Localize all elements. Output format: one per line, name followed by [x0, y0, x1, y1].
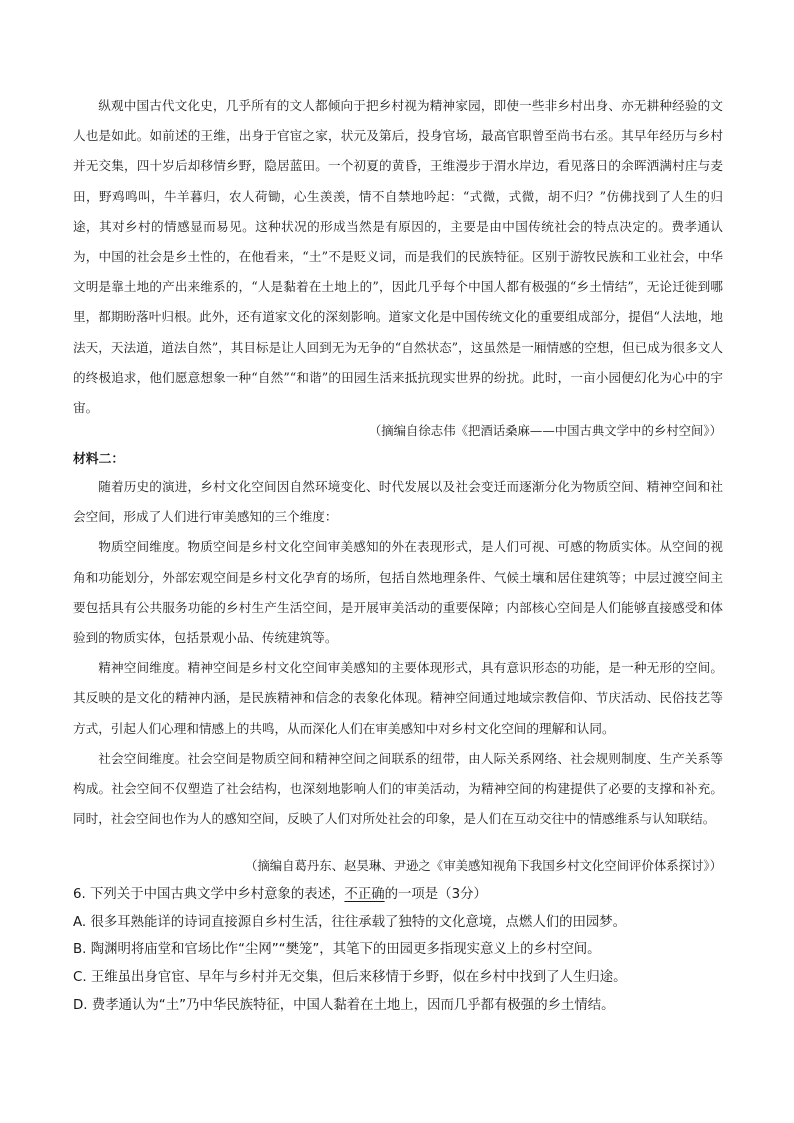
- material2-heading: 材料二：: [73, 452, 125, 467]
- question6-option-d: D. 费孝通认为“土”乃中华民族特征，中国人黏着在土地上，因而几乎都有极强的乡土情结。: [73, 998, 615, 1013]
- question6-stem: [73, 884, 733, 906]
- material1-source: （摘编自徐志伟《把酒话桑麻——中国古典文学中的乡村空间》）: [368, 423, 722, 438]
- material2-social-space-paragraph: 社会空间维度。社会空间是物质空间和精神空间之间联系的纽带，由人际关系网络、社会规则制度、生产关系等构成。社会空间不仅塑造了社会结构，也深刻地影响人们的审美活动，为精神空间的构建提供了必要的支撑和补充。同时，社会空间也作为人的感知空间，反映了人们对所处社会的印象，是人们在互动交往中的情感维系与认知联结。: [73, 750, 723, 827]
- material1-block: [73, 91, 723, 423]
- question6-stem-before: 6. 下列关于中国古典文学中乡村意象的表述，: [73, 887, 345, 902]
- material2-block: [73, 472, 723, 834]
- question6-stem-after: 的一项是（3分）: [384, 887, 487, 902]
- material2-source: （摘编自葛丹东、赵昊琳、尹逊之《审美感知视角下我国乡村文化空间评价体系探讨》）: [244, 858, 722, 873]
- material2-physical-space-paragraph: 物质空间维度。物质空间是乡村文化空间审美感知的外在表现形式，是人们可视、可感的物质实体。从空间的视角和功能划分，外部宏观空间是乡村文化孕育的场所，包括自然地理条件、气候土壤和居住建筑等；中层过渡空间主要包括具有公共服务功能的乡村生产生活空间，是开展审美活动的重要保障；内部核心空间是人们能够直接感受和体验到的物质实体，包括景观小品、传统建筑等。: [73, 539, 723, 646]
- material2-spiritual-space-paragraph: 精神空间维度。精神空间是乡村文化空间审美感知的主要体现形式，具有意识形态的功能，是一种无形的空间。其反映的是文化的精神内涵，是民族精神和信念的表象化体现。精神空间通过地域宗教信仰、节庆活动、民俗技艺等方式，引起人们心理和情感上的共鸣，从而深化人们在审美感知中对乡村文化空间的理解和认同。: [73, 660, 723, 736]
- material2-intro-paragraph: 随着历史的演进，乡村文化空间因自然环境变化、时代发展以及社会变迁而逐渐分化为物质空间、精神空间和社会空间，形成了人们进行审美感知的三个维度：: [73, 479, 723, 525]
- question6-option-b: B. 陶渊明将庙堂和官场比作“尘网”“樊笼”，其笔下的田园更多指现实意义上的乡村空间。: [73, 942, 601, 957]
- question6-stem-negation: 不正确: [344, 887, 385, 902]
- question6-option-c: C. 王维虽出身官宦、早年与乡村并无交集，但后来移情于乡野，似在乡村中找到了人生归途。: [73, 970, 627, 985]
- material1-paragraph: 纵观中国古代文化史，几乎所有的文人都倾向于把乡村视为精神家园，即使一些非乡村出身、亦无耕种经验的文人也是如此。如前述的王维，出身于官宦之家，状元及第后，投身官场，最高官职曾至尚书右丞。其早年经历与乡村并无交集，四十岁后却移情乡野，隐居蓝田。一个初夏的黄昏，王维漫步于渭水岸边，看见落日的余晖洒满村庄与麦田，野鸡鸣叫，牛羊暮归，农人荷锄，心生羡羡，情不自禁地吟起：“式微，式微，胡不归？”仿佛找到了人生的归途，其对乡村的情感显而易见。这种状况的形成当然是有原因的，主要是由中国传统社会的特点决定的。费孝通认为，中国的社会是乡土性的，在他看来，“土”不是贬义词，而是我们的民族特征。区别于游牧民族和工业社会，中华文明是靠土地的产出来维系的，“人是黏着在土地上的”，因此几乎每个中国人都有极强的“乡土情结”，无论迁徙到哪里，都期盼落叶归根。此外，还有道家文化的深刻影响。道家文化是中国传统文化的重要组成部分，提倡“人法地，地法天，天法道，道法自然”，其目标是让人回到无为无争的“自然状态”，这虽然是一厢情感的空想，但已成为很多文人的终极追求，他们愿意想象一种“自然”“和谐”的田园生活来抵抗现实世界的纷扰。此时，一亩小园便幻化为心中的宇宙。: [73, 98, 723, 416]
- question6-option-a: A. 很多耳熟能详的诗词直接源自乡村生活，往往承载了独特的文化意境，点燃人们的田园梦。: [73, 915, 627, 930]
